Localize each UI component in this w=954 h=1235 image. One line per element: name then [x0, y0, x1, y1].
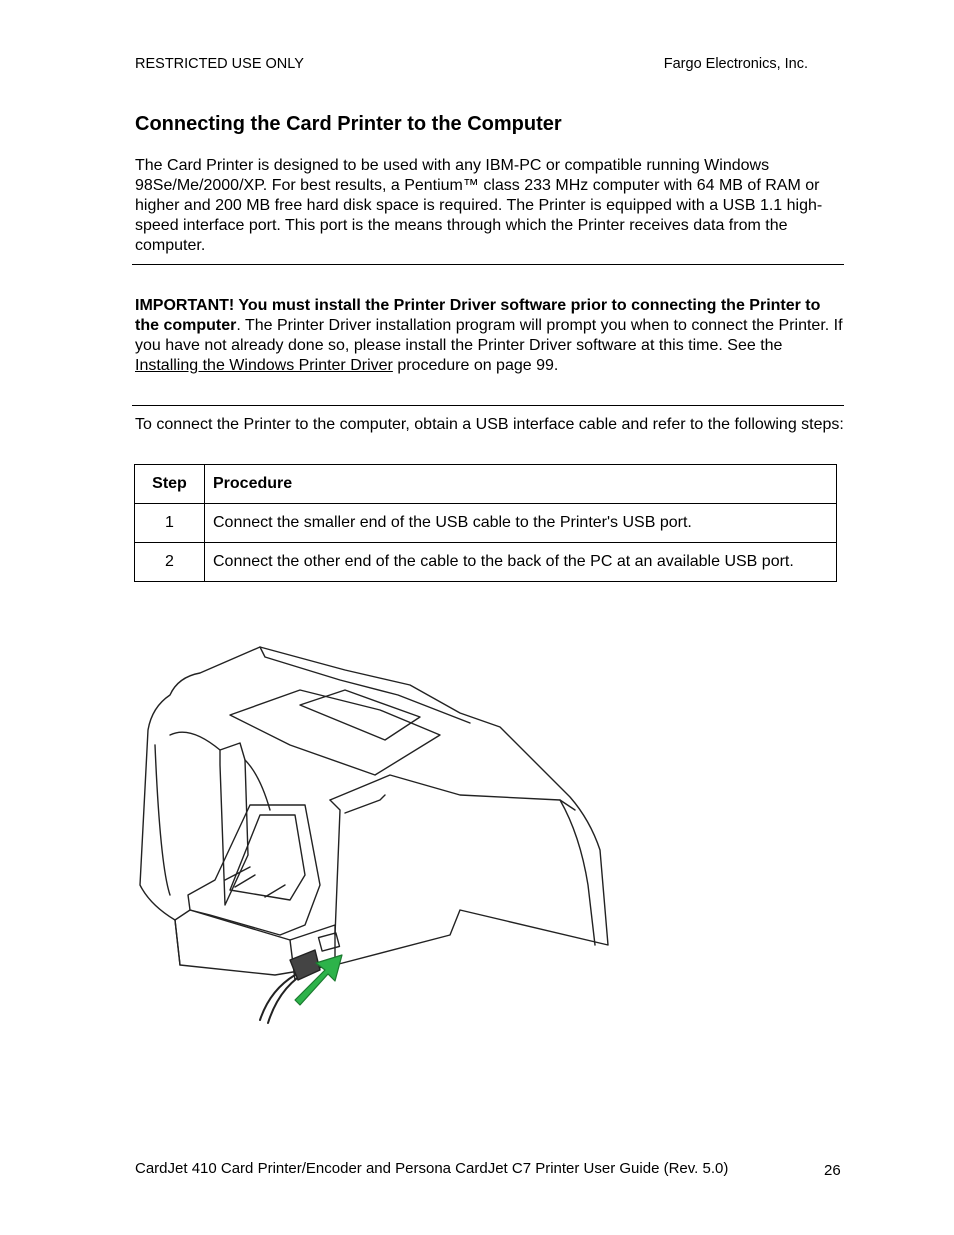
- header-right: Fargo Electronics, Inc.: [663, 56, 808, 72]
- page-number: 26: [824, 1162, 841, 1179]
- important-bold: IMPORTANT! You must install the Printer Driver software prior to connecting the Printer to the computer: [135, 297, 821, 334]
- step-procedure: Connect the smaller end of the USB cable to the Printer's USB port.: [205, 504, 837, 543]
- section-title: Connecting the Card Printer to the Computer: [135, 113, 562, 135]
- important-text-2: procedure on page 99.: [392, 357, 559, 374]
- intro-paragraph: The Card Printer is designed to be used with any IBM-PC or compatible running Windows 98Se/Me/2000/XP. For best results, a Pentium™ class 233 MHz computer with 64 MB of RAM or higher and 200 MB free hard disk space is required. The Printer is equipped with a USB 1.1 high-speed interface port. This port is the means through which the Printer receives data from the computer.: [135, 157, 823, 254]
- table-header-row: [135, 465, 837, 504]
- important-text-1: . The Printer Driver installation program will prompt you when to connect the Printer. If you have not already done so, please install the Printer Driver software at this time. See the: [135, 317, 843, 354]
- steps-intro: To connect the Printer to the computer, obtain a USB interface cable and refer to the following steps:: [135, 416, 844, 433]
- step-number: 1: [135, 504, 205, 543]
- table-row: [135, 504, 837, 543]
- header-left: RESTRICTED USE ONLY: [135, 56, 304, 72]
- card-printer-usb-illustration: [130, 635, 630, 1025]
- step-procedure: Connect the other end of the cable to the back of the PC at an available USB port.: [205, 543, 837, 582]
- col-step: Step: [135, 465, 205, 504]
- divider-top: [132, 264, 844, 265]
- table-row: [135, 543, 837, 582]
- driver-install-link[interactable]: Installing the Windows Printer Driver: [135, 357, 393, 374]
- step-number: 2: [135, 543, 205, 582]
- col-procedure: Procedure: [205, 465, 837, 504]
- steps-table: [134, 464, 837, 582]
- footer-guide-title: CardJet 410 Card Printer/Encoder and Persona CardJet C7 Printer User Guide (Rev. 5.0): [135, 1160, 729, 1177]
- divider-bottom: [132, 405, 844, 406]
- important-note: [135, 296, 847, 376]
